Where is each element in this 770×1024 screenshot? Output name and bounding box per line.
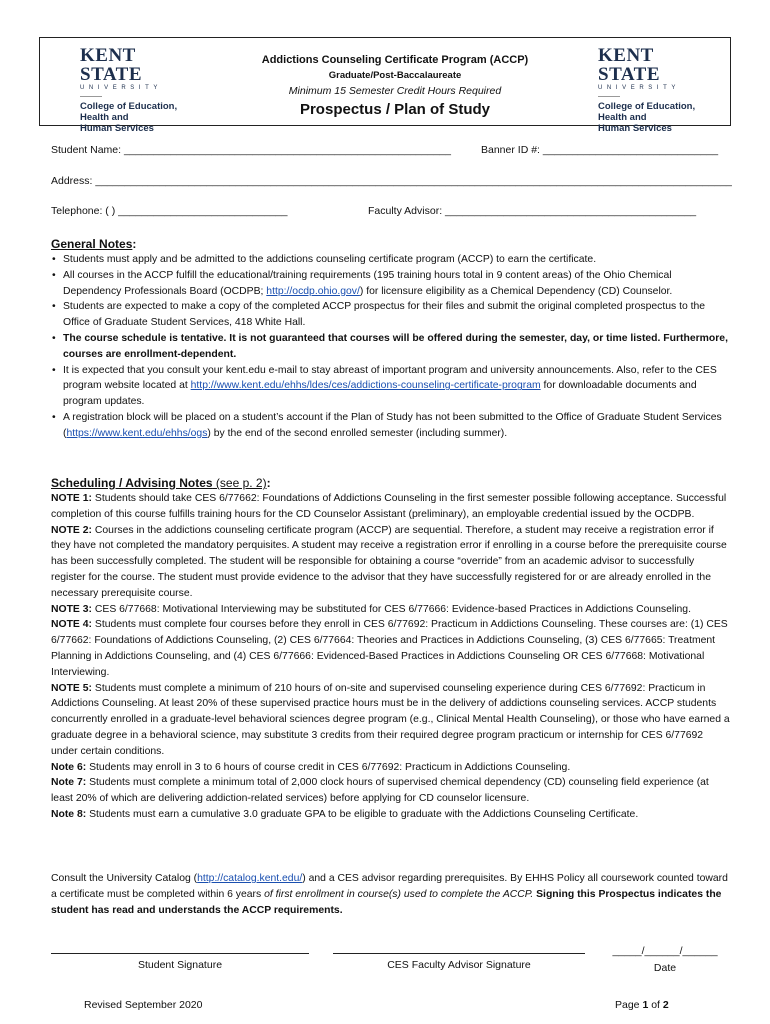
logo-college-line-1: College of Education,: [80, 101, 178, 112]
banner-id-field[interactable]: Banner ID #: ______________________________: [481, 144, 719, 156]
logo-wordmark: KENT STATE: [598, 45, 660, 85]
page-number: Page 1 of 2: [615, 999, 669, 1011]
note-1: NOTE 1: Students should take CES 6/77662: Foundations of Addictions Counseling in the first semester possible following acceptance. Successful completion of this course fulfills training hours for the CD Counselor Assistant (preliminary), an employable credential issued by the OCDPB.: [51, 493, 727, 520]
credit-hours: Minimum 15 Semester Credit Hours Required: [288, 85, 502, 97]
catalog-link[interactable]: http://catalog.kent.edu/: [197, 873, 303, 884]
student-signature-label: Student Signature: [137, 959, 223, 971]
ces-program-link[interactable]: http://www.kent.edu/ehhs/ldes/ces/addictions-counseling-certificate-program: [190, 380, 541, 392]
date-label: Date: [653, 962, 677, 974]
logo-wordmark: KENT STATE: [80, 45, 142, 85]
address-field[interactable]: Address: _____________________________________________________________________________________________________________: [51, 175, 732, 187]
logo-college-line-1: College of Education,: [598, 101, 696, 112]
note-2: NOTE 2: Courses in the addictions counseling certificate program (ACCP) are sequential. Therefore, a student may receive a registration error if they have not completed the mandatory perquisites. A student may receive a registration error if enrolling in a course before the prerequisite course has been successfully completed. The student will be responsible for obtaining a course “override” from an academic advisor to successfully register for the course. The student must provide evidence to the advisor that they have successfully registered for or are already enrolled in the necessary prerequisite course.: [51, 524, 727, 599]
general-notes-section: [51, 236, 731, 442]
advisor-signature-label: CES Faculty Advisor Signature: [387, 959, 531, 971]
header-box: [39, 37, 731, 134]
note-8: Note 8: Students must earn a cumulative 3.0 graduate GPA to be eligible to graduate with the Addictions Counseling Certificate.: [51, 808, 639, 820]
catalog-paragraph: Consult the University Catalog (http://catalog.kent.edu/) and a CES advisor regarding prerequisites. By EHHS Policy all coursework counted toward a certificate must be completed within 6 years of first enrollment in course(s) used to complete the ACCP. Signing this Prospectus indicates the student has read and understands the ACCP requirements.: [51, 873, 728, 916]
page-title: Prospectus / Plan of Study: [299, 101, 491, 118]
logo-rule: [598, 96, 620, 97]
ocdp-link[interactable]: http://ocdp.ohio.gov/: [266, 285, 360, 297]
list-item: • It is expected that you consult your kent.edu e-mail to stay abreast of important program and university announcements. Also, refer to the CES program website located at http://www.kent.edu/ehhs/ldes/ces/addictions-counseling-certificate-program for downloadable documents and program updates.: [63, 363, 731, 410]
date-line[interactable]: _____/______/______: [612, 945, 718, 957]
date-block[interactable]: [604, 945, 726, 975]
advisor-signature-line[interactable]: [333, 953, 585, 954]
student-signature-block[interactable]: [51, 953, 309, 972]
list-item: • A registration block will be placed on a student’s account if the Plan of Study has not been submitted to the Office of Graduate Student Services (https://www.kent.edu/ehhs/ogs) by the end of the second enrolled semester (including summer).: [63, 410, 731, 442]
logo-college-line-3: Human Services: [80, 123, 154, 134]
list-item: • All courses in the ACCP fulfill the educational/training requirements (195 training hours total in 9 content areas) of the Ohio Chemical Dependency Professionals Board (OCDPB; http://ocdp.ohio.gov/) for licensure eligibility as a Chemical Dependency (CD) Counselor.: [63, 268, 731, 300]
list-item: • Students must apply and be admitted to the addictions counseling certificate program (ACCP) to earn the certificate.: [63, 252, 731, 268]
general-notes-title: General Notes:: [51, 237, 137, 251]
header-text: [240, 52, 550, 119]
advisor-signature-block[interactable]: [333, 953, 585, 972]
kent-state-logo-right: [598, 45, 718, 134]
list-item: • Students are expected to make a copy of the completed ACCP prospectus for their files and submit the original completed prospectus to the Office of Graduate Student Services, 418 White Hall.: [63, 299, 731, 331]
telephone-field[interactable]: Telephone: ( ) _____________________________: [51, 205, 288, 217]
logo-university: UNIVERSITY: [80, 85, 163, 91]
logo-college-line-3: Human Services: [598, 123, 672, 134]
student-signature-line[interactable]: [51, 953, 309, 954]
student-name-field[interactable]: Student Name: ________________________________________________________: [51, 144, 451, 156]
general-notes-list: [51, 252, 731, 442]
logo-college-line-2: Health and: [80, 112, 129, 123]
logo-college-line-2: Health and: [598, 112, 647, 123]
logo-rule: [80, 96, 102, 97]
note-4: NOTE 4: Students must complete four courses before they enroll in CES 6/77692: Practicum in Addictions Counseling. These courses are: (1) CES 6/77662: Foundations of Addictions Counseling, (2) CES 6/77664: Theories and Practices in Addictions Counseling, (3) CES 6/77665: Treatment Planning in Addictions Counseling, and (4) CES 6/77666: Evidenced-Based Practices in Addictions Counseling OR CES 6/77668: Motivational Interviewing.: [51, 619, 728, 678]
note-3: NOTE 3: CES 6/77668: Motivational Interviewing may be substituted for CES 6/77666: Evidence-based Practices in Addictions Counseling.: [51, 603, 691, 615]
note-7: Note 7: Students must complete a minimum total of 2,000 clock hours of supervised chemical dependency (CD) counseling field experience (at least 20% of which are delivering addiction-related services) before applying for CD counselor licensure.: [51, 777, 709, 805]
scheduling-notes-section: [51, 475, 731, 823]
program-name: Addictions Counseling Certificate Program (ACCP): [261, 54, 529, 66]
note-6: Note 6: Students may enroll in 3 to 6 hours of course credit in CES 6/77692: Practicum in Addictions Counseling.: [51, 761, 571, 773]
kent-state-logo-left: [80, 45, 200, 134]
list-item: • The course schedule is tentative. It is not guaranteed that courses will be offered during the semester, day, or time listed. Furthermore, courses are enrollment-dependent.: [63, 331, 731, 363]
note-5: NOTE 5: Students must complete a minimum of 210 hours of on-site and supervised counseling experience during CES 6/77692: Practicum in Addictions Counseling. At least 20% of these supervised practice hours must be in the delivery of addictions counseling services. ACCP students concurrently enrolled in a graduate-level behavioral sciences degree program (e.g., Clinical Mental Health Counseling), or those who have earned a graduate degree in a behavioral science, may substitute 3 credits from their required degree program practicum or internship for CES 6/77692 under certain conditions.: [51, 682, 730, 757]
scheduling-notes-title: Scheduling / Advising Notes (see p. 2):: [51, 476, 271, 490]
program-level: Graduate/Post-Baccalaureate: [328, 70, 462, 81]
revision-date: Revised September 2020: [84, 999, 203, 1011]
logo-university: UNIVERSITY: [598, 85, 681, 91]
faculty-advisor-field[interactable]: Faculty Advisor: ___________________________________________: [368, 205, 697, 217]
ogs-link[interactable]: https://www.kent.edu/ehhs/ogs: [66, 427, 208, 439]
